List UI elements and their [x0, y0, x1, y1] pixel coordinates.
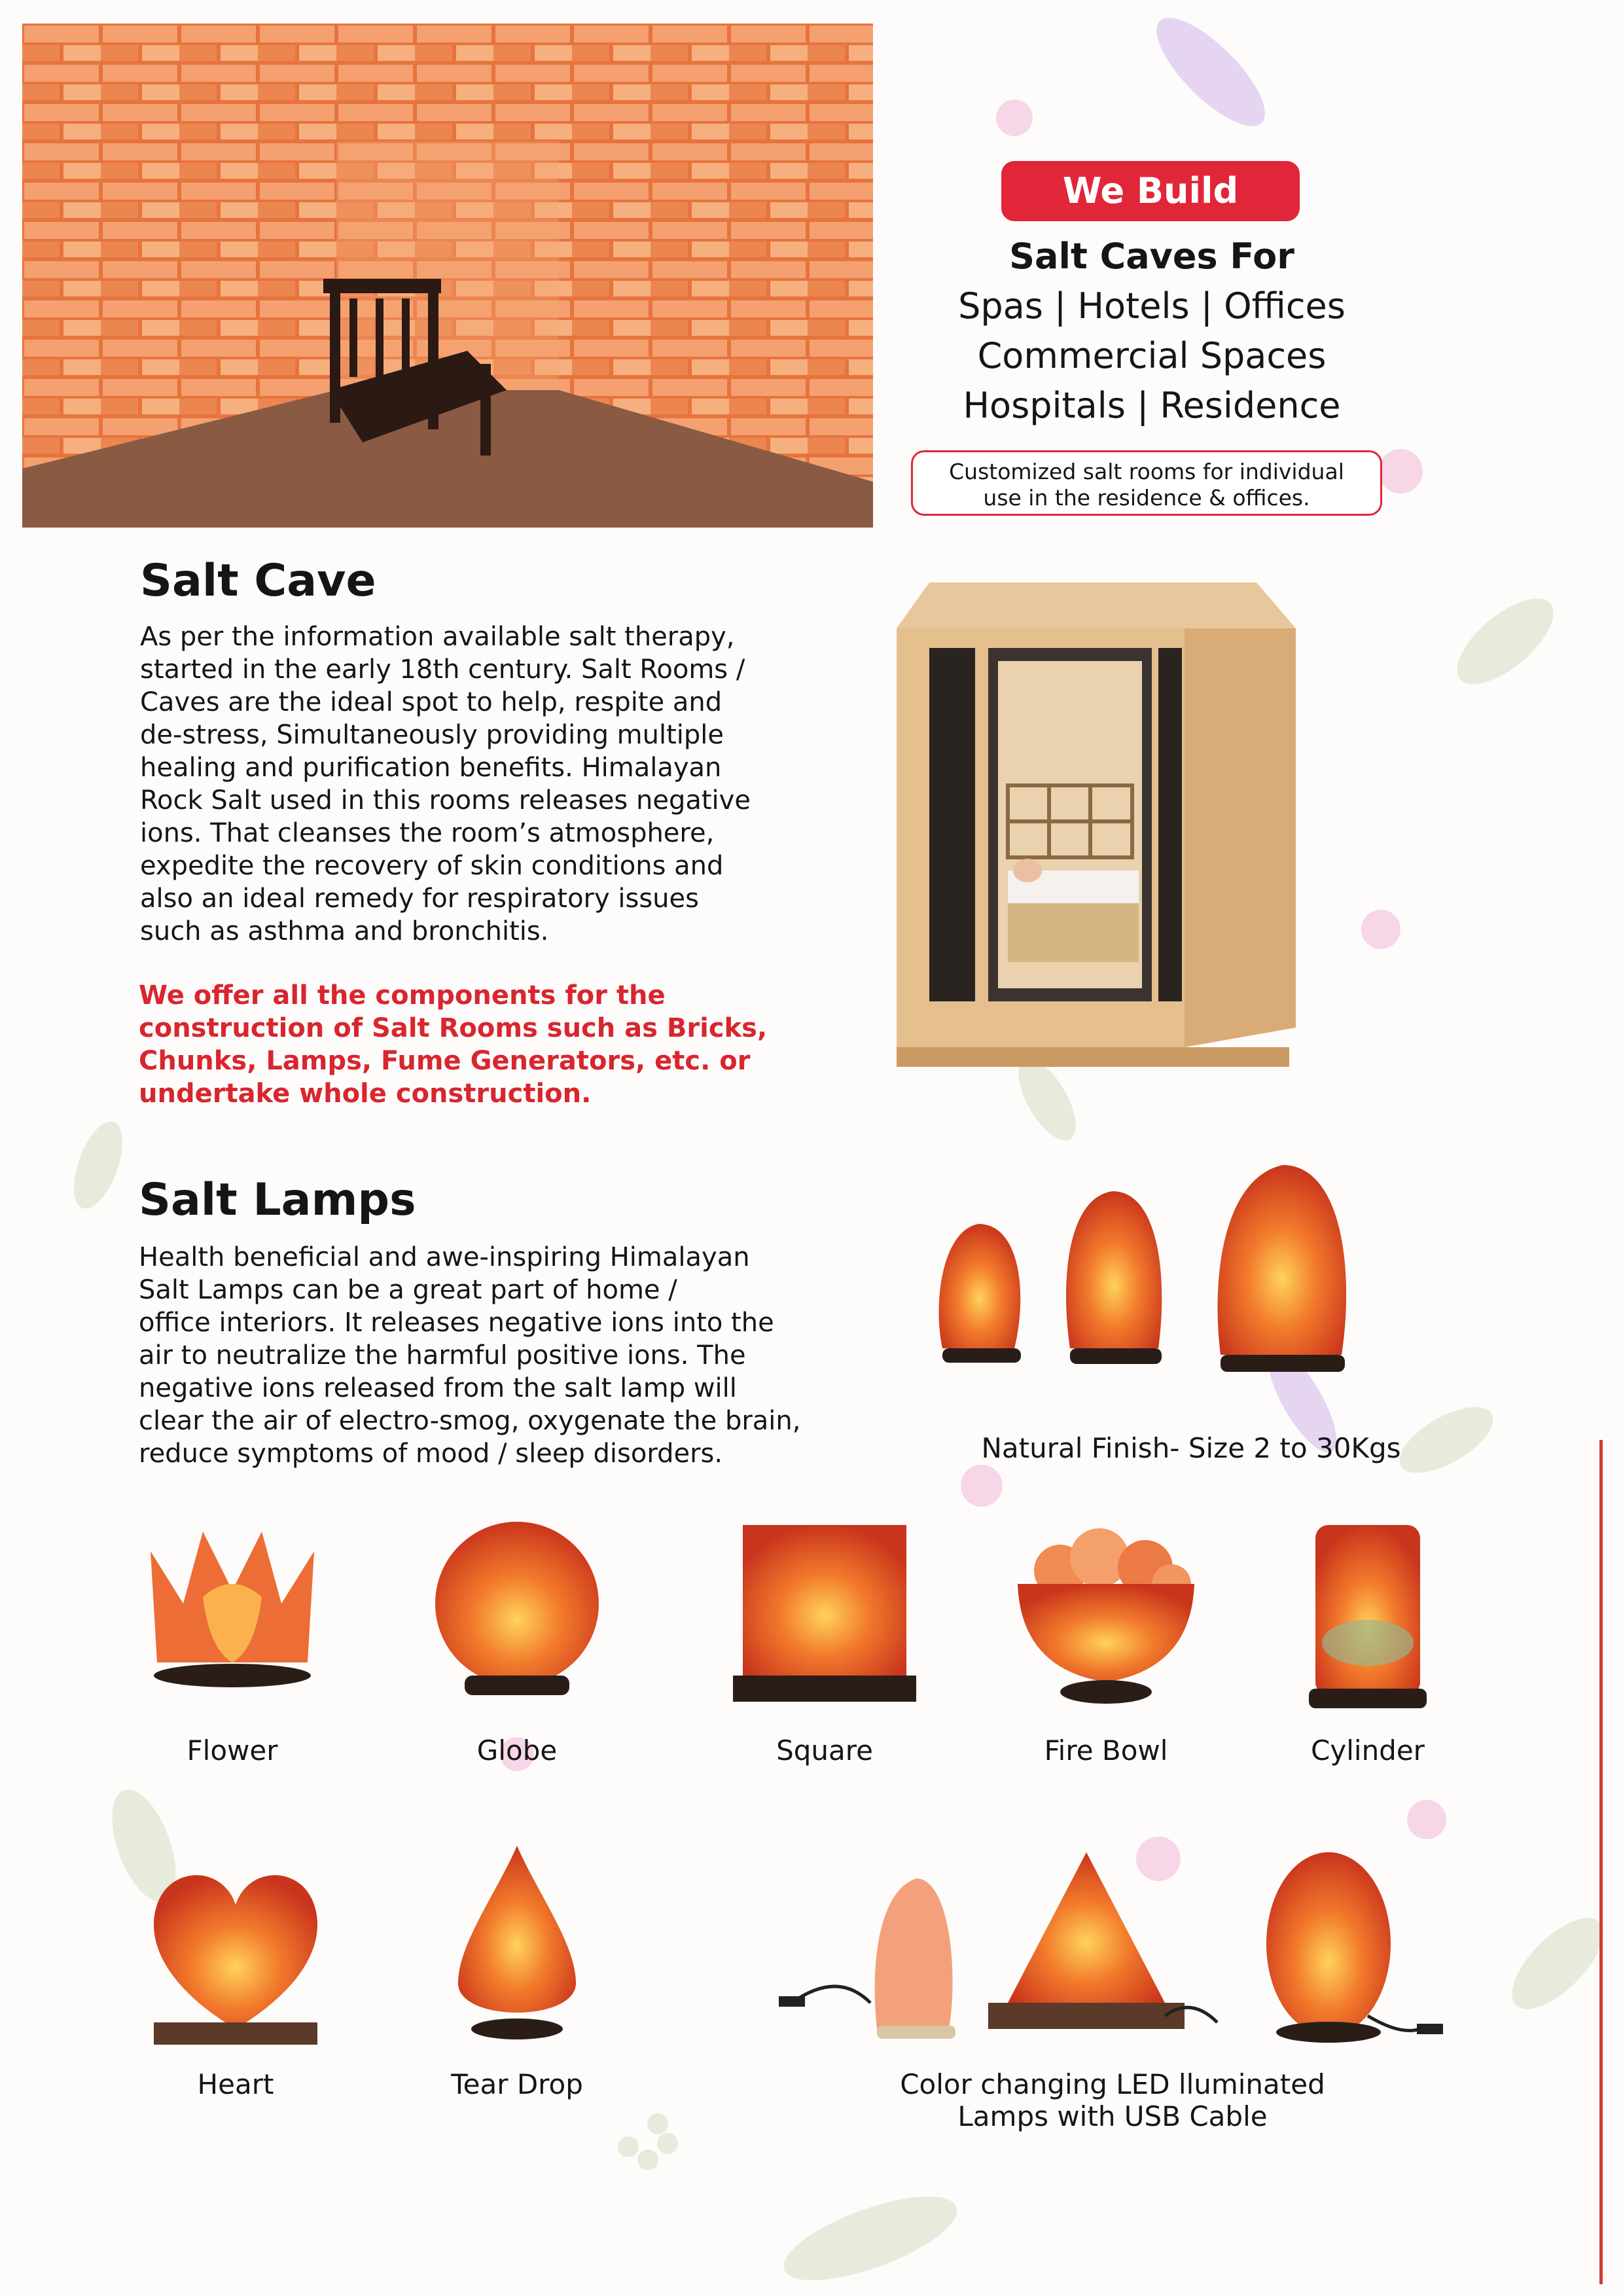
flower-lamp-image	[124, 1512, 340, 1715]
body-line: de-stress, Simultaneously providing multiple	[140, 720, 724, 750]
body-line: ions. That cleanses the room’s atmosphere,	[140, 818, 715, 848]
caption-fire-bowl: Fire Bowl	[1044, 1734, 1168, 1767]
build-targets-line: Spas | Hotels | Offices	[958, 285, 1346, 327]
offer-line: We offer all the components for the	[139, 980, 666, 1011]
body-line: started in the early 18th century. Salt Rooms /	[140, 655, 745, 685]
note-line: use in the residence & offices.	[983, 485, 1310, 511]
note-line: Customized salt rooms for individual	[949, 459, 1344, 484]
build-targets-line: Commercial Spaces	[977, 335, 1327, 376]
product-tear-drop	[425, 1833, 609, 2058]
product-globe	[419, 1512, 615, 1717]
caption-flower: Flower	[187, 1734, 278, 1767]
salt-cave-photo	[22, 24, 873, 528]
caption-heart: Heart	[197, 2068, 274, 2100]
body-line: air to neutralize the harmful positive ions. The	[139, 1340, 746, 1371]
page-edge-rule	[1599, 1440, 1603, 2284]
salt-cave-title: Salt Cave	[140, 555, 376, 607]
tear-drop-lamp-image	[425, 1833, 609, 2055]
offer-line: undertake whole construction.	[139, 1079, 592, 1109]
offer-text	[139, 979, 859, 1110]
body-line: As per the information available salt therapy,	[140, 622, 735, 652]
caption-line: Color changing LED lluminated	[900, 2068, 1325, 2100]
body-line: reduce symptoms of mood / sleep disorders.	[139, 1439, 723, 1469]
product-heart	[131, 1839, 340, 2058]
salt-cave-body	[140, 620, 860, 948]
caption-line: Lamps with USB Cable	[957, 2100, 1268, 2132]
natural-lamps-image	[916, 1152, 1427, 1427]
product-cylinder	[1283, 1512, 1453, 1724]
customized-note-box	[911, 450, 1382, 516]
led-usb-lamps-image	[772, 1839, 1446, 2055]
body-line: also an ideal remedy for respiratory issues	[140, 884, 699, 914]
product-flower	[124, 1512, 340, 1717]
body-line: such as asthma and bronchitis.	[140, 916, 549, 946]
led-lamps-caption	[870, 2068, 1355, 2132]
body-line: Health beneficial and awe-inspiring Himalayan	[139, 1242, 750, 1272]
globe-lamp-image	[419, 1512, 615, 1715]
body-line: negative ions released from the salt lamp will	[139, 1373, 737, 1403]
natural-finish-caption: Natural Finish- Size 2 to 30Kgs	[981, 1432, 1401, 1464]
salt-sauna-cabin-image	[890, 576, 1302, 1073]
fire-bowl-lamp-image	[1001, 1505, 1211, 1721]
square-lamp-image	[726, 1512, 923, 1721]
heart-lamp-image	[131, 1839, 340, 2055]
we-build-badge: We Build	[1001, 161, 1300, 221]
body-line: clear the air of electro-smog, oxygenate the brain,	[139, 1406, 801, 1436]
product-fire-bowl	[1001, 1505, 1211, 1724]
body-line: Salt Lamps can be a great part of home /	[139, 1275, 677, 1305]
cylinder-lamp-image	[1283, 1512, 1453, 1721]
body-line: expedite the recovery of skin conditions and	[140, 851, 724, 881]
body-line: healing and purification benefits. Himalayan	[140, 753, 722, 783]
product-square	[726, 1512, 923, 1724]
caption-tear-drop: Tear Drop	[451, 2068, 583, 2100]
caption-globe: Globe	[476, 1734, 558, 1767]
product-led-usb-lamps	[772, 1839, 1446, 2058]
salt-caves-heading: Salt Caves For	[1009, 236, 1294, 277]
salt-lamps-body	[139, 1241, 911, 1470]
offer-line: Chunks, Lamps, Fume Generators, etc. or	[139, 1046, 751, 1076]
body-line: Caves are the ideal spot to help, respite and	[140, 687, 722, 717]
caption-cylinder: Cylinder	[1311, 1734, 1425, 1767]
body-line: Rock Salt used in this rooms releases negative	[140, 785, 751, 816]
offer-line: construction of Salt Rooms such as Bricks,	[139, 1013, 768, 1043]
build-targets-line: Hospitals | Residence	[963, 385, 1341, 426]
caption-square: Square	[776, 1734, 873, 1767]
body-line: office interiors. It releases negative ions into the	[139, 1308, 774, 1338]
salt-lamps-title: Salt Lamps	[139, 1174, 416, 1226]
